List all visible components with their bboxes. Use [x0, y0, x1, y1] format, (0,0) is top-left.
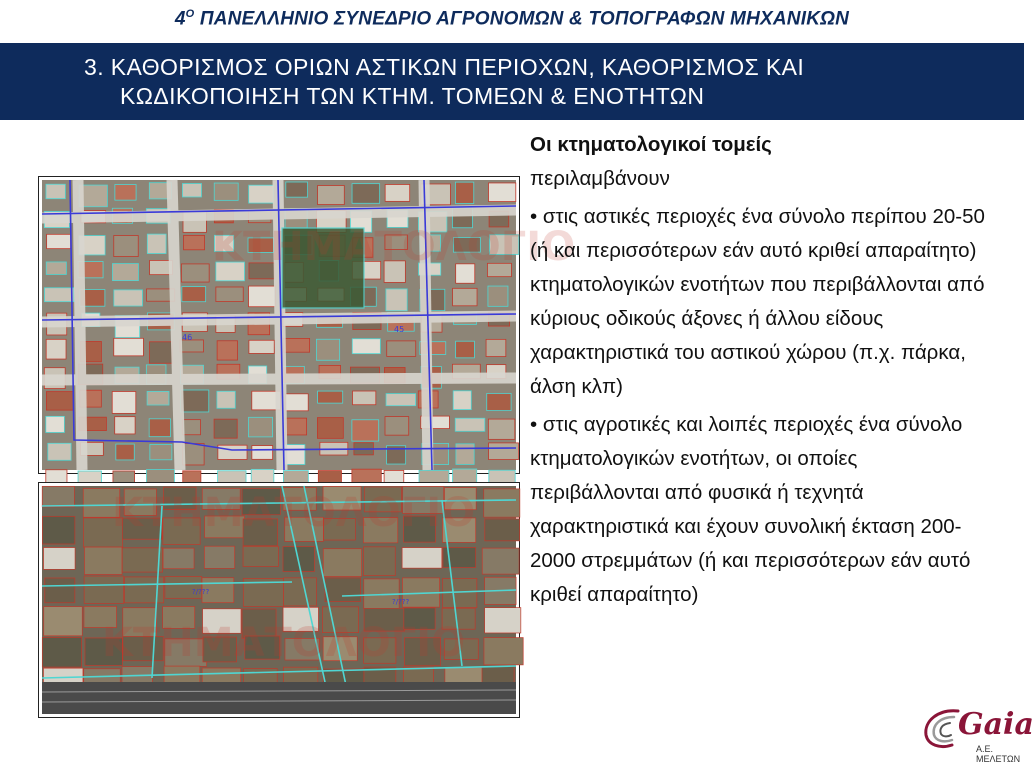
bullet-urban: • στις αστικές περιοχές ένα σύνολο περίπου 20-50 (ή και περισσότερων εάν αυτό κριθεί απαραίτητο) κτηματολογικών ενοτήτων που περιβάλλονται από κύριους οδικούς άξονες ή άλλου είδους χαρακτηριστικά του αστικού χώρου (π.χ. πάρκα, άλση κλπ): [530, 205, 985, 398]
rural-parcel: [485, 608, 521, 633]
urban-parcel: [456, 444, 474, 465]
logo-word: Gaia: [958, 707, 1034, 742]
urban-parcel: [317, 418, 343, 439]
urban-parcel: [286, 182, 308, 197]
urban-parcel: [249, 417, 273, 437]
urban-map-frame: [38, 176, 576, 474]
rural-parcel: [204, 546, 234, 568]
urban-parcel: [285, 394, 308, 411]
rural-parcel: [363, 547, 395, 576]
urban-parcel: [181, 264, 209, 282]
section-title-line-1: 3. ΚΑΘΟΡΙΣΜΟΣ ΟΡΙΩΝ ΑΣΤΙΚΩΝ ΠΕΡΙΟΧΩΝ, ΚΑΘΟΡΙΣΜΟΣ ΚΑΙ: [84, 54, 805, 80]
urban-parcel: [183, 443, 205, 464]
urban-parcel: [217, 341, 237, 360]
urban-parcel: [150, 342, 173, 363]
urban-parcel: [352, 420, 379, 441]
urban-parcel: [318, 185, 345, 204]
body-intro: περιλαμβάνουν: [530, 167, 670, 190]
urban-parcel: [44, 288, 73, 302]
urban-parcel: [455, 418, 485, 431]
urban-parcel: [453, 288, 477, 305]
urban-parcel: [116, 444, 134, 460]
urban-parcel: [47, 234, 71, 248]
logo-subtitle: Α.Ε. ΜΕΛΕΤΩΝ: [976, 744, 1021, 764]
rural-map-label-2: ?/???: [392, 598, 410, 606]
urban-parcel: [112, 264, 138, 281]
urban-parcel: [286, 418, 307, 435]
urban-parcel: [249, 286, 276, 307]
urban-parcel: [218, 445, 247, 459]
rural-parcel: [43, 548, 75, 570]
urban-parcel: [352, 339, 380, 354]
rural-parcel: [163, 548, 194, 569]
rural-parcel: [243, 546, 278, 566]
rural-parcel: [45, 578, 75, 603]
rural-parcel: [482, 548, 519, 574]
rural-parcel: [42, 516, 74, 544]
rural-parcel: [484, 489, 520, 517]
urban-parcel: [214, 183, 238, 200]
urban-parcel: [488, 419, 514, 439]
urban-parcel: [488, 286, 508, 306]
urban-parcel: [150, 444, 172, 459]
urban-parcel: [283, 338, 309, 352]
urban-parcel: [249, 185, 274, 203]
svg-text:ΚΤΗΜΑΤΟΛΟΓΙΟ: ΚΤΗΜΑΤΟΛΟΓΙΟ: [112, 490, 476, 536]
urban-parcel: [456, 341, 475, 358]
body-heading: Οι κτηματολογικοί τομείς: [530, 133, 772, 156]
rural-parcel: [84, 547, 122, 574]
rural-parcel: [42, 486, 74, 507]
urban-parcel: [385, 417, 409, 436]
urban-parcel: [112, 391, 136, 413]
urban-parcel: [46, 339, 66, 359]
urban-parcel: [387, 341, 416, 356]
rural-parcel: [402, 548, 442, 569]
rural-parcel: [44, 607, 83, 636]
urban-map-label-45: 45: [394, 325, 405, 334]
gaia-logo: [918, 703, 1034, 764]
urban-parcel: [149, 419, 170, 437]
urban-parcel: [489, 443, 519, 460]
urban-parcel: [114, 290, 143, 306]
urban-parcel: [182, 184, 201, 197]
urban-parcel: [216, 287, 243, 302]
urban-parcel: [114, 236, 138, 257]
rural-parcel: [323, 549, 361, 577]
urban-parcel: [352, 184, 380, 204]
urban-parcel: [214, 419, 237, 438]
urban-parcel: [386, 394, 416, 406]
svg-text:ΚΤΗΜΑΤΟΛΟΓΙΟ: ΚΤΗΜΑΤΟΛΟΓΙΟ: [212, 224, 576, 270]
urban-parcel: [182, 287, 206, 302]
rural-parcel: [485, 519, 520, 541]
rural-map-frame: [38, 482, 520, 718]
rural-cadastral-map: [42, 486, 516, 714]
urban-parcel: [352, 391, 375, 405]
conference-name: ΠΑΝΕΛΛΗΝΙΟ ΣΥΝΕΔΡΙΟ ΑΓΡΟΝΟΜΩΝ & ΤΟΠΟΓΡΑΦΩΝ ΜΗΧΑΝΙΚΩΝ: [194, 8, 850, 30]
urban-parcel: [489, 183, 516, 202]
rural-map-label-1: ?/???: [192, 588, 210, 596]
rural-parcel: [325, 578, 361, 602]
urban-parcel: [46, 392, 73, 411]
urban-parcel: [453, 391, 471, 410]
svg-text:ΚΤΗΜΑΤΟΛΟΓΙΟ: ΚΤΗΜΑΤΟΛΟΓΙΟ: [102, 620, 466, 666]
urban-parcel: [147, 391, 169, 405]
urban-parcel: [318, 391, 343, 403]
urban-parcel: [46, 184, 65, 198]
urban-parcel: [46, 262, 66, 275]
urban-parcel: [115, 185, 136, 201]
conference-ordinal: Ο: [185, 8, 195, 20]
rural-parcel: [122, 548, 162, 572]
urban-cadastral-map: [42, 180, 576, 470]
urban-parcel: [114, 338, 144, 356]
urban-parcel: [46, 416, 65, 432]
urban-parcel: [316, 339, 339, 360]
urban-parcel: [386, 289, 407, 311]
urban-parcel: [385, 184, 410, 201]
rural-parcel: [84, 576, 124, 603]
bullet-rural: • στις αγροτικές και λοιπές περιοχές ένα σύνολο κτηματολογικών ενοτήτων, οι οποίες περιβάλλονται από φυσικά ή τεχνητά χαρακτηριστικά και έχουν συνολική έκταση 200-2000 στρεμμάτων (ή και περισσότερων εάν αυτό κριθεί απαραίτητο): [530, 413, 971, 606]
urban-parcel: [455, 182, 473, 203]
section-title-line-2: ΚΩΔΙΚΟΠΟΙΗΣΗ ΤΩΝ ΚΤΗΜ. ΤΟΜΕΩΝ & ΕΝΟΤΗΤΩΝ: [120, 83, 705, 109]
urban-parcel: [249, 340, 274, 353]
urban-parcel: [147, 234, 166, 253]
urban-parcel: [184, 235, 205, 249]
urban-parcel: [115, 417, 135, 434]
conference-number: 4: [174, 8, 186, 30]
urban-parcel: [285, 445, 305, 465]
urban-parcel: [486, 339, 506, 356]
urban-parcel: [181, 390, 209, 412]
conference-title: [0, 8, 1024, 30]
body-text: [530, 128, 990, 612]
urban-parcel: [487, 393, 511, 410]
section-banner: [0, 43, 1024, 120]
rural-parcel: [42, 637, 81, 667]
urban-parcel: [182, 420, 200, 435]
urban-parcel: [48, 443, 71, 460]
urban-parcel: [217, 391, 235, 408]
urban-parcel: [252, 446, 273, 460]
urban-map-label-46: 46: [182, 333, 193, 342]
rural-parcel: [484, 638, 523, 665]
